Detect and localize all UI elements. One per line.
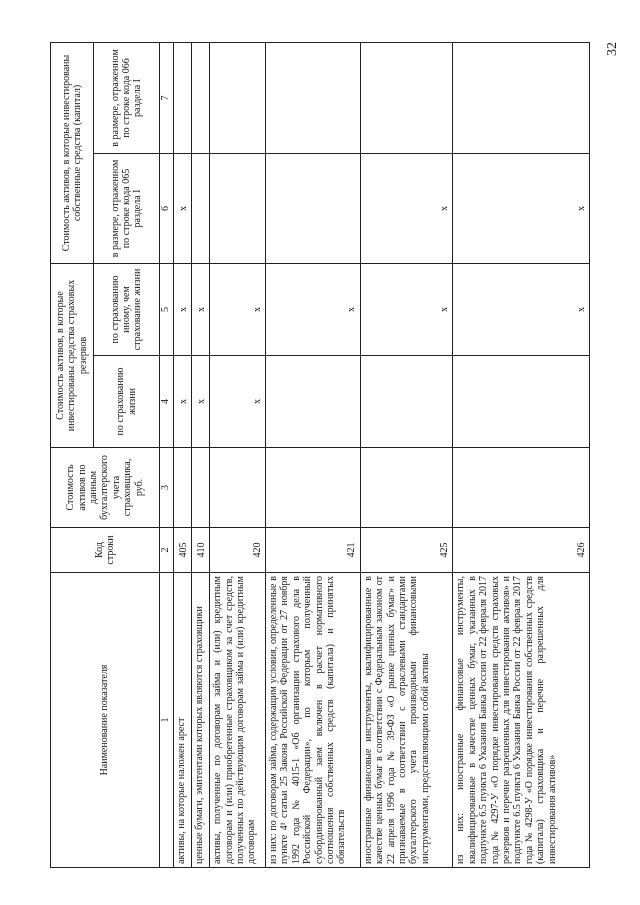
row-name: ценные бумаги, эмитентами которых являются страховщики xyxy=(192,573,210,868)
cell-life xyxy=(265,356,360,448)
header-size-066: в размере, отраженном по строке кода 066 раздела I xyxy=(94,42,160,153)
row-name: из них: иностранные финансовые инструменты, квалифицированные в качестве ценных бумаг, указанных в подпункте 6.5 пункта 6 Указания Банка России от 22 февраля 2017 года № 4297-У «О порядке инвестирования средств страховых резервов и перечне разрешенных для инвестирования активов» и подпункте 6.5 пункта 6 Указания Банка России от 22 февраля 2017 года № 4298-У «О порядке инвестирования собственных средств (капитала) страховщика и перечне разрешенных для инвестирования активов» xyxy=(453,573,590,868)
row-code: 426 xyxy=(453,528,590,573)
row-name: из них: по договорам займа, содержащим условия, определенные в пункте 4¹ статьи 25 Закона Российской Федерации от 27 ноября 1992 года № 4015-1 «Об организации страхового дела в Российской Федерации», по которым полученный субординированный заем включен в расчет нормативного соотношения собственных средств (капитала) и принятых обязательств xyxy=(265,573,360,868)
cell-non-life: x xyxy=(360,263,453,355)
header-book-value: Стоимость активов по данным бухгалтерского учета страховщика, руб. xyxy=(51,448,160,528)
header-code: Код строки xyxy=(51,528,160,573)
column-number: 3 xyxy=(160,448,174,528)
cell-life: x xyxy=(174,356,192,448)
cell-life: x xyxy=(192,356,210,448)
cell-non-life: x xyxy=(192,263,210,355)
table-row xyxy=(265,42,360,867)
cell-065: x xyxy=(174,153,192,263)
cell-non-life: x xyxy=(265,263,360,355)
page-number: 32 xyxy=(605,42,620,56)
column-number: 6 xyxy=(160,153,174,263)
cell-book-value xyxy=(453,448,590,528)
table-row xyxy=(360,42,453,867)
row-code: 420 xyxy=(210,528,266,573)
table-row xyxy=(192,42,210,867)
cell-life: x xyxy=(210,356,266,448)
row-code: 410 xyxy=(192,528,210,573)
cell-066 xyxy=(453,42,590,153)
column-number: 4 xyxy=(160,356,174,448)
row-code: 425 xyxy=(360,528,453,573)
cell-065 xyxy=(192,153,210,263)
column-number: 5 xyxy=(160,263,174,355)
header-insurance-reserves: Стоимость активов, в которые инвестированы средства страховых резервов xyxy=(51,263,94,447)
cell-066 xyxy=(192,42,210,153)
cell-book-value xyxy=(265,448,360,528)
header-non-life: по страхованию иному, чем страхование жизни xyxy=(94,263,160,355)
cell-065: x xyxy=(360,153,453,263)
cell-book-value xyxy=(360,448,453,528)
column-number: 2 xyxy=(160,528,174,573)
column-number: 7 xyxy=(160,42,174,153)
cell-065: x xyxy=(453,153,590,263)
rotated-report-table xyxy=(50,43,590,868)
table-row xyxy=(453,42,590,867)
assets-table xyxy=(50,42,590,868)
cell-book-value xyxy=(192,448,210,528)
header-life: по страхованию жизни xyxy=(94,356,160,448)
table-row xyxy=(174,42,192,867)
cell-066 xyxy=(360,42,453,153)
cell-non-life: x xyxy=(453,263,590,355)
row-code: 405 xyxy=(174,528,192,573)
cell-065 xyxy=(265,153,360,263)
row-name: активы, полученные по договорам займа и (или) кредитным договорам и (или) приобретенные страховщиком за счет средств, полученных по действующим договорам займа и (или) кредитным договорам xyxy=(210,573,266,868)
cell-non-life: x xyxy=(174,263,192,355)
header-size-065: в размере, отраженном по строке кода 065 раздела I xyxy=(94,153,160,263)
cell-066 xyxy=(174,42,192,153)
row-name: иностранные финансовые инструменты, квалифицированные в качестве ценных бумаг в соответствии с Федеральным законом от 22 апреля 1996 года № 39-ФЗ «О рынке ценных бумаг» и признаваемые в соответствии с отраслевыми стандартами бухгалтерского учета производными финансовыми инструментами, представляющими собой активы xyxy=(360,573,453,868)
cell-life xyxy=(453,356,590,448)
header-own-funds: Стоимость активов, в которые инвестированы собственные средства (капитал) xyxy=(51,42,94,263)
header-name: Наименование показателя xyxy=(51,573,160,868)
cell-life xyxy=(360,356,453,448)
cell-065 xyxy=(210,153,266,263)
cell-066 xyxy=(210,42,266,153)
table-row xyxy=(210,42,266,867)
row-code: 421 xyxy=(265,528,360,573)
cell-book-value xyxy=(174,448,192,528)
cell-book-value xyxy=(210,448,266,528)
cell-non-life: x xyxy=(210,263,266,355)
row-name: активы, на которые наложен арест xyxy=(174,573,192,868)
cell-066 xyxy=(265,42,360,153)
column-number: 1 xyxy=(160,573,174,868)
